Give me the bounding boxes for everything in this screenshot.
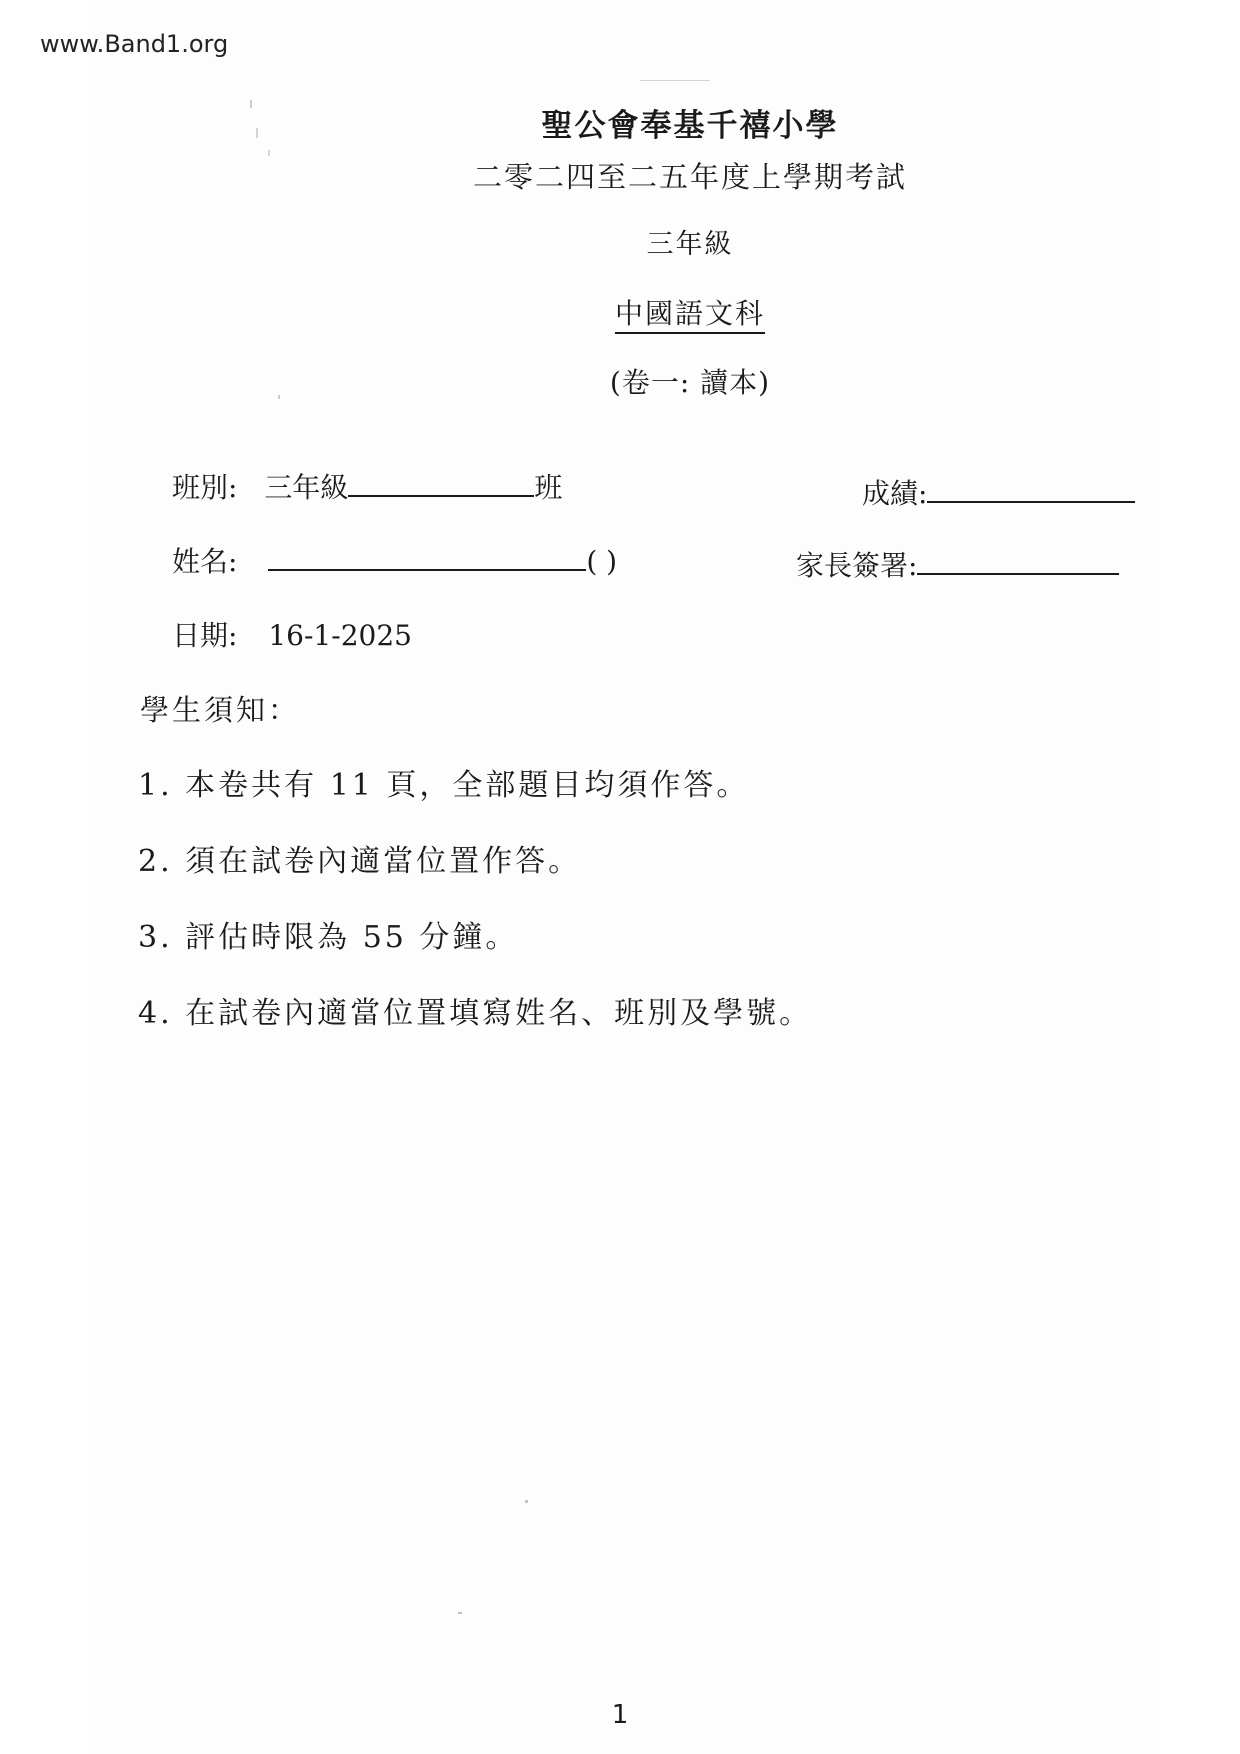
score-field bbox=[862, 472, 1135, 512]
subject-title bbox=[0, 292, 1240, 332]
scan-speck bbox=[256, 128, 258, 138]
class-field bbox=[172, 466, 562, 506]
note-item: 2. 須在試卷內適當位置作答。 bbox=[138, 844, 582, 879]
parent-signature-label: 家長簽署: bbox=[796, 549, 918, 582]
class-label: 班別: bbox=[172, 471, 238, 504]
watermark-text[interactable]: www.Band1.org bbox=[40, 30, 229, 58]
scan-speck bbox=[525, 1500, 528, 1503]
school-name: 聖公會奉基千禧小學 bbox=[541, 108, 839, 144]
grade-level: 三年級 bbox=[646, 229, 734, 260]
scan-speck bbox=[268, 150, 270, 156]
class-prefix: 三年級 bbox=[264, 471, 349, 504]
note-item: 1. 本卷共有 11 頁，全部題目均須作答。 bbox=[138, 768, 750, 803]
date-value: 16-1-2025 bbox=[268, 619, 412, 652]
note-item: 4. 在試卷內適當位置填寫姓名、班別及學號。 bbox=[138, 996, 813, 1031]
parent-signature-field bbox=[796, 544, 1119, 584]
name-field bbox=[172, 540, 617, 580]
scan-speck bbox=[458, 1612, 462, 1614]
scan-speck bbox=[640, 80, 710, 81]
paper-title: (卷一: 讀本) bbox=[609, 366, 771, 399]
score-blank[interactable] bbox=[927, 475, 1135, 503]
name-blank[interactable] bbox=[268, 543, 586, 571]
subject-title-text: 中國語文科 bbox=[615, 297, 765, 334]
page-number: 1 bbox=[611, 1700, 629, 1730]
name-label: 姓名: bbox=[172, 545, 238, 578]
parent-signature-blank[interactable] bbox=[917, 547, 1119, 575]
notes-title: 學生須知： bbox=[140, 693, 301, 727]
class-blank[interactable] bbox=[348, 469, 534, 497]
date-field bbox=[172, 614, 412, 654]
date-label: 日期: bbox=[172, 619, 238, 652]
class-suffix: 班 bbox=[534, 471, 563, 504]
score-label: 成績: bbox=[862, 477, 928, 510]
student-number-parens: ( ) bbox=[586, 545, 618, 578]
scan-speck bbox=[278, 395, 280, 399]
note-item: 3. 評估時限為 55 分鐘。 bbox=[138, 920, 519, 955]
exam-term: 二零二四至二五年度上學期考試 bbox=[472, 160, 907, 194]
scan-speck bbox=[250, 100, 252, 108]
